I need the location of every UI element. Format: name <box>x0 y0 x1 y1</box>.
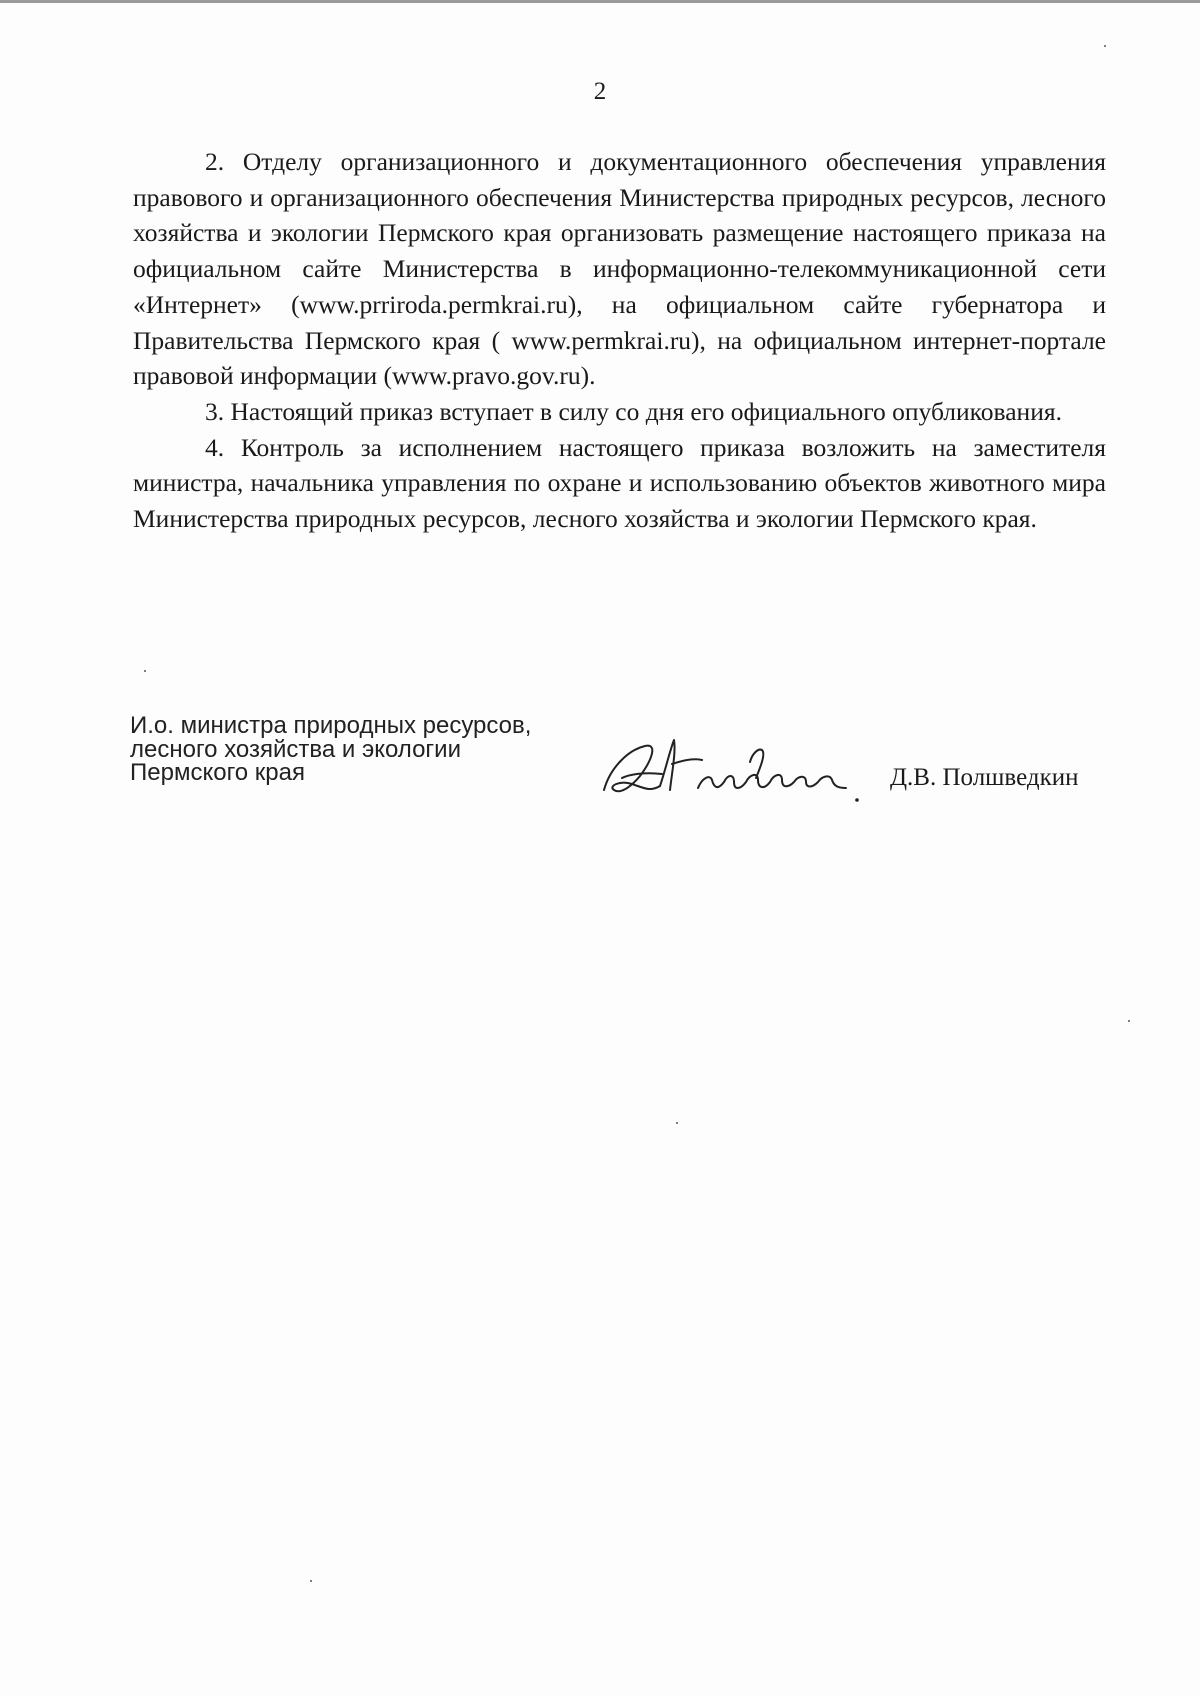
scan-top-edge <box>0 0 1200 3</box>
handwritten-signature <box>600 728 862 808</box>
scan-speck <box>144 670 146 672</box>
paragraph-4: 4. Контроль за исполнением настоящего приказа возложить на заместителя министра, начальника управления по охране и использованию объектов животного мира Министерства природных ресурсов, лесного хозяйства и экологии Пермского края. <box>133 432 1106 534</box>
scan-speck <box>1128 1020 1130 1022</box>
paragraph-2: 2. Отделу организационного и документационного обеспечения управления правового и организационного обеспечения Министерства природных ресурсов, лесного хозяйства и экологии Пермского края организовать размещение настоящего приказа на официальном сайте Министерства в информационно-телекоммуникационной сети «Интернет» (www.prriroda.permkrai.ru), на официальном сайте губернатора и Правительства Пермского края ( www.permkrai.ru), на официальном интернет-портале правовой информации (www.pravo.gov.ru). <box>133 147 1106 391</box>
position-line: лесного хозяйства и экологии <box>130 735 461 763</box>
document-body <box>133 144 1106 537</box>
page-number: 2 <box>593 78 607 105</box>
position-line: И.о. министра природных ресурсов, <box>130 712 532 739</box>
position-line: Пермского края <box>130 759 305 786</box>
scan-speck <box>676 1122 678 1124</box>
scan-speck <box>310 1580 312 1582</box>
scan-speck <box>1104 45 1106 47</box>
signer-name: Д.В. Полшведкин <box>890 764 1079 791</box>
paragraph-3: 3. Настоящий приказ вступает в силу со дня его официального опубликования. <box>205 396 1062 426</box>
signatory-position <box>130 714 531 785</box>
